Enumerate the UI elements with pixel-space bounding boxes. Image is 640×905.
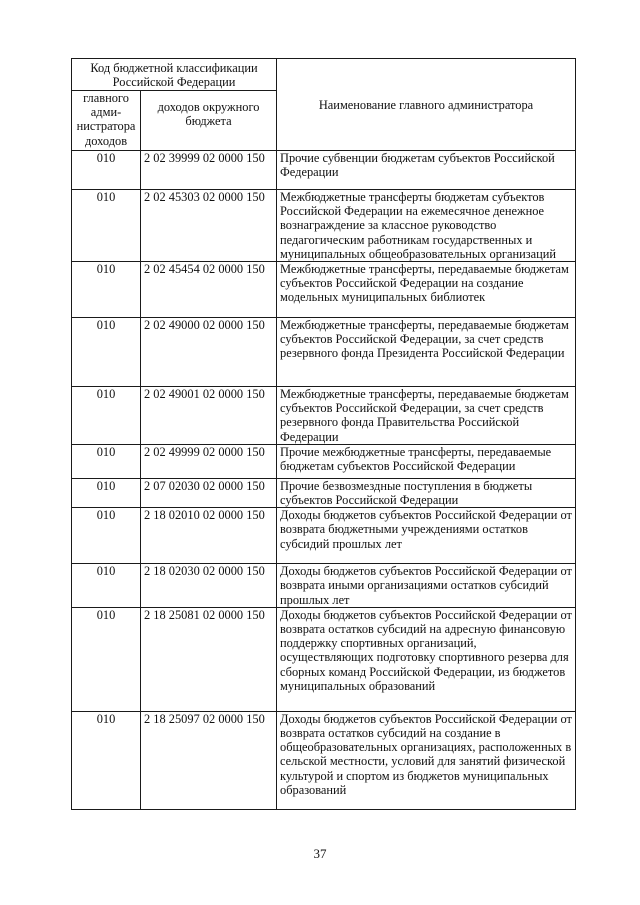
admin-name-cell: Доходы бюджетов субъектов Российской Федерации от возврата остатков субсидий на создание в общеобразовательных организациях, расположенных в сельской местности, условий для занятий физической культурой и спортом из бюджетов муниципальных образований bbox=[277, 711, 576, 809]
income-code-cell: 2 18 02030 02 0000 150 bbox=[141, 564, 277, 608]
income-classification-table bbox=[71, 58, 576, 810]
table-row bbox=[72, 190, 576, 262]
admin-code-cell: 010 bbox=[72, 262, 141, 318]
table-row bbox=[72, 478, 576, 507]
admin-name-cell: Доходы бюджетов субъектов Российской Федерации от возврата бюджетными учреждениями остатков субсидий прошлых лет bbox=[277, 508, 576, 564]
admin-name-cell: Прочие безвозмездные поступления в бюджеты субъектов Российской Федерации bbox=[277, 478, 576, 507]
income-code-cell: 2 02 45454 02 0000 150 bbox=[141, 262, 277, 318]
table-row bbox=[72, 607, 576, 711]
table-row bbox=[72, 151, 576, 190]
page-number: 37 bbox=[313, 846, 327, 861]
admin-code-cell: 010 bbox=[72, 478, 141, 507]
table-row bbox=[72, 564, 576, 608]
admin-name-cell: Межбюджетные трансферты, передаваемые бюджетам субъектов Российской Федерации, за счет средств резервного фонда Правительства Российской Федерации bbox=[277, 387, 576, 445]
admin-code-cell: 010 bbox=[72, 151, 141, 190]
admin-name-cell: Межбюджетные трансферты бюджетам субъектов Российской Федерации на ежемесячное денежное вознаграждение за классное руководство педагогическим работникам государственных и муниципальных общеобразовательных организаций bbox=[277, 190, 576, 262]
header-row-1 bbox=[72, 59, 576, 91]
income-code-cell: 2 18 02010 02 0000 150 bbox=[141, 508, 277, 564]
table-row bbox=[72, 508, 576, 564]
classification-header: Код бюджетной классификации Российской Федерации bbox=[72, 59, 277, 91]
income-code-cell: 2 02 49000 02 0000 150 bbox=[141, 318, 277, 387]
table-row bbox=[72, 444, 576, 478]
table-row bbox=[72, 318, 576, 387]
admin-code-cell: 010 bbox=[72, 508, 141, 564]
income-code-cell: 2 02 39999 02 0000 150 bbox=[141, 151, 277, 190]
admin-name-cell: Прочие субвенции бюджетам субъектов Российской Федерации bbox=[277, 151, 576, 190]
admin-code-cell: 010 bbox=[72, 387, 141, 445]
admin-name-cell: Доходы бюджетов субъектов Российской Федерации от возврата остатков субсидий на адресную финансовую поддержку спортивных организаций, осуществляющих подготовку спортивного резерва для сборных команд Российской Федерации, из бюджетов муниципальных образований bbox=[277, 607, 576, 711]
table-row bbox=[72, 262, 576, 318]
income-code-cell: 2 18 25081 02 0000 150 bbox=[141, 607, 277, 711]
income-code-cell: 2 02 49999 02 0000 150 bbox=[141, 444, 277, 478]
admin-code-header: главного адми-нистратора доходов bbox=[72, 91, 141, 151]
admin-code-cell: 010 bbox=[72, 444, 141, 478]
income-code-cell: 2 02 49001 02 0000 150 bbox=[141, 387, 277, 445]
admin-name-cell: Межбюджетные трансферты, передаваемые бюджетам субъектов Российской Федерации, за счет средств резервного фонда Президента Российской Федерации bbox=[277, 318, 576, 387]
admin-code-cell: 010 bbox=[72, 711, 141, 809]
income-code-cell: 2 02 45303 02 0000 150 bbox=[141, 190, 277, 262]
income-code-cell: 2 18 25097 02 0000 150 bbox=[141, 711, 277, 809]
admin-name-header: Наименование главного администратора bbox=[277, 59, 576, 151]
admin-code-cell: 010 bbox=[72, 318, 141, 387]
table-row bbox=[72, 387, 576, 445]
admin-name-cell: Доходы бюджетов субъектов Российской Федерации от возврата иными организациями остатков субсидий прошлых лет bbox=[277, 564, 576, 608]
admin-code-cell: 010 bbox=[72, 190, 141, 262]
table-row bbox=[72, 711, 576, 809]
admin-name-cell: Прочие межбюджетные трансферты, передаваемые бюджетам субъектов Российской Федерации bbox=[277, 444, 576, 478]
admin-code-cell: 010 bbox=[72, 564, 141, 608]
table-body bbox=[72, 59, 576, 810]
income-code-cell: 2 07 02030 02 0000 150 bbox=[141, 478, 277, 507]
admin-code-cell: 010 bbox=[72, 607, 141, 711]
admin-name-cell: Межбюджетные трансферты, передаваемые бюджетам субъектов Российской Федерации на создание модельных муниципальных библиотек bbox=[277, 262, 576, 318]
income-code-header: доходов окружного бюджета bbox=[141, 91, 277, 151]
